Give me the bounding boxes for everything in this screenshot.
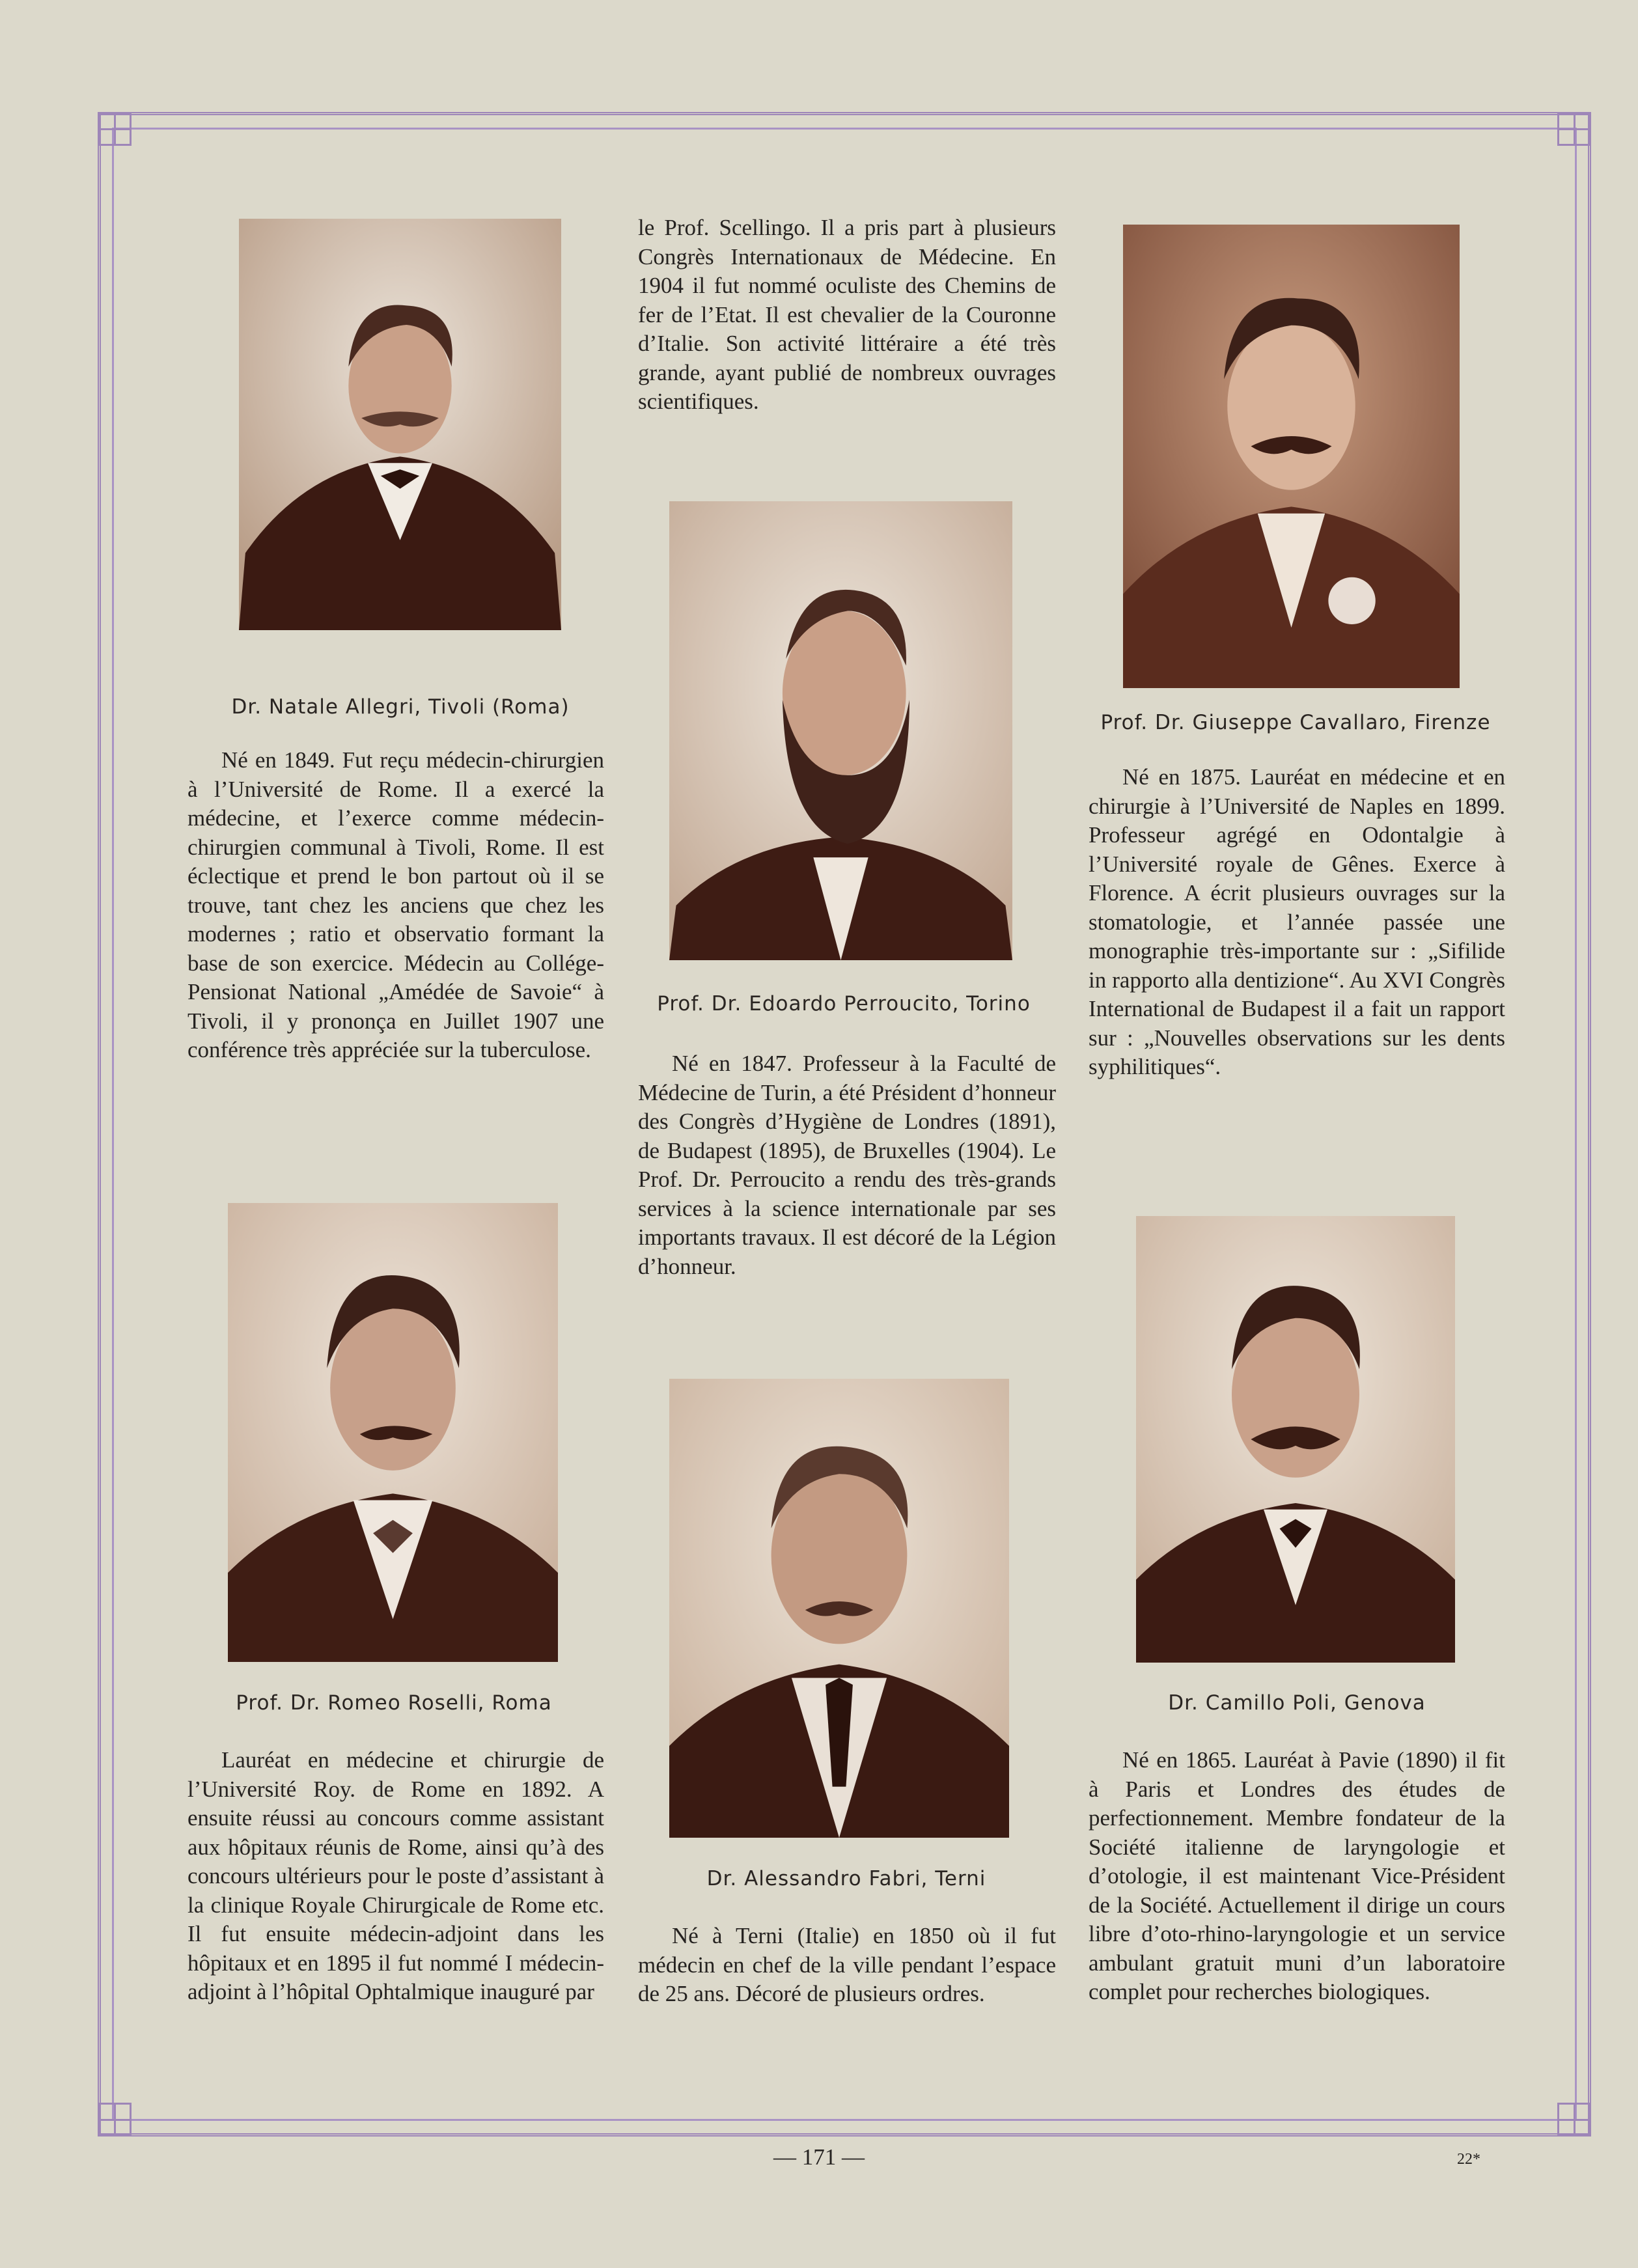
caption-perroucito: Prof. Dr. Edoardo Perroucito, Torino (657, 992, 1031, 1016)
corner-ornament-top-right (1557, 112, 1591, 146)
portrait-allegri (239, 219, 561, 630)
portrait-poli (1136, 1216, 1455, 1663)
caption-fabri: Dr. Alessandro Fabri, Terni (706, 1867, 986, 1890)
page-number: — 171 — (773, 2144, 865, 2170)
bio-cavallaro: Né en 1875. Lauréat en médecine et en chirurgie à l’Université de Naples en 1899. Professeur agrégé en Odontalgie à l’Université royale de Gênes. Exerce à Florence. A écrit plusieurs ouvrages sur la stomatologie, et l’année passée une monographie très-importante sur : „Sifilide in rapporto alla dentizione“. Au XVI Congrès International de Budapest il a fait un rapport sur : „Nouvelles observations sur les dents syphilitiques“. (1089, 764, 1505, 1079)
corner-ornament-bottom-right (1557, 2103, 1591, 2137)
portrait-cavallaro (1123, 225, 1460, 688)
portrait-perroucito (669, 501, 1012, 960)
caption-poli: Dr. Camillo Poli, Genova (1168, 1691, 1426, 1715)
bio-poli: Né en 1865. Lauréat à Pavie (1890) il fit à Paris et Londres des études de perfectionnement. Membre fondateur de la Société italienne de laryngologie et d’otologie, il est maintenant Vice-Président de la Société. Actuellement il dirige un cours libre d’oto-rhino-laryngologie et un service ambulant gratuit muni d’un laboratoire complet pour recherches biologiques. (1089, 1747, 1505, 2004)
bio-roselli: Lauréat en médecine et chirurgie de l’Université Roy. de Rome en 1892. A ensuite réussi au concours comme assistant aux hôpitaux réunis de Rome, ainsi qu’à des concours ultérieurs pour le poste d’assistant à la clinique Royale Chirurgicale de Rome etc. Il fut ensuite médecin-adjoint dans les hôpitaux et en 1895 il fut nommé I médecin-adjoint à l’hôpital Ophtalmique inauguré par (187, 1747, 604, 2004)
signature-mark: 22* (1457, 2151, 1480, 2168)
bio-roselli-continuation: le Prof. Scellingo. Il a pris part à plusieurs Congrès Internationaux de Médecine. En 1904 il fut nommé oculiste des Chemins de fer de l’Etat. Il est chevalier de la Couronne d’Italie. Son activité littéraire a été très grande, ayant publié de nombreux ouvrages scientifiques. (638, 215, 1056, 414)
caption-allegri: Dr. Natale Allegri, Tivoli (Roma) (231, 695, 570, 719)
corner-ornament-top-left (98, 112, 132, 146)
corner-ornament-bottom-left (98, 2103, 132, 2137)
bio-allegri: Né en 1849. Fut reçu médecin-chirurgien à l’Université de Rome. Il a exercé la médecine, et l’exerce comme médecin-chirurgien communal à Tivoli, Rome. Il est éclectique et prend le bon partout où il se trouve, tant chez les anciens que chez les modernes ; ratio et observatio formant la base de son exercice. Médecin au Collége-Pensionat National „Amédée de Savoie“ à Tivoli, il y prononça en Juillet 1907 une conférence très appréciée sur la tuberculose. (187, 747, 604, 1062)
bio-perroucito: Né en 1847. Professeur à la Faculté de Médecine de Turin, a été Président d’honneur des Congrès d’Hygiène de Londres (1891), de Budapest (1895), de Bruxelles (1904). Le Prof. Dr. Perroucito a rendu des très-grands services à la science internationale par ses importants travaux. Il est décoré de la Légion d’honneur. (638, 1051, 1056, 1279)
bio-fabri: Né à Terni (Italie) en 1850 où il fut médecin en chef de la ville pendant l’espace de 25 ans. Décoré de plusieurs ordres. (638, 1923, 1056, 2006)
portrait-roselli (228, 1203, 558, 1662)
caption-cavallaro: Prof. Dr. Giuseppe Cavallaro, Firenze (1100, 711, 1491, 734)
portrait-fabri (669, 1379, 1009, 1838)
caption-roselli: Prof. Dr. Romeo Roselli, Roma (236, 1691, 552, 1715)
